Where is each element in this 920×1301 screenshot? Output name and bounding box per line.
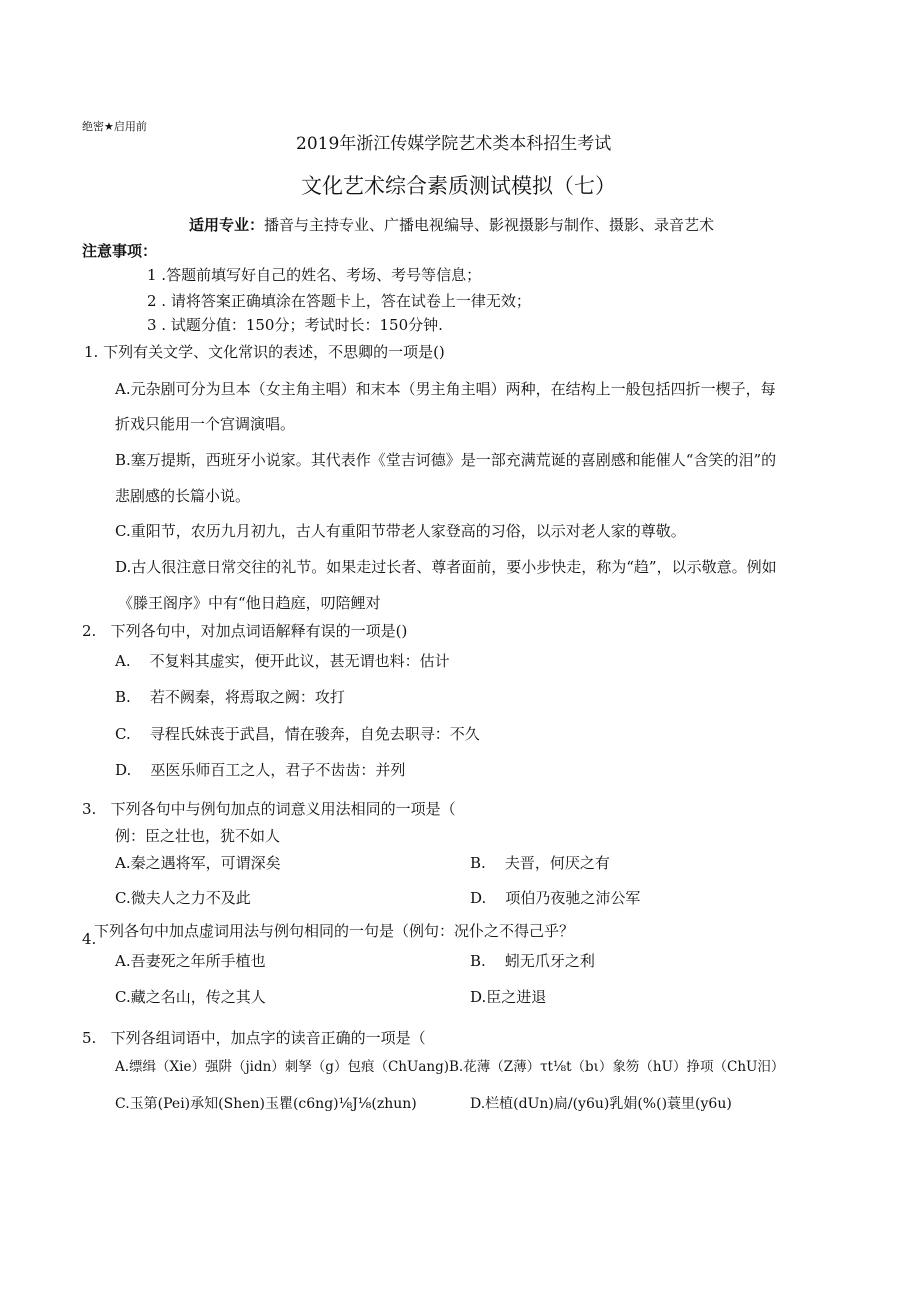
q3-option-b: B. 夫晋，何厌之有 — [470, 854, 610, 872]
exam-title: 2019年浙江传媒学院艺术类本科招生考试 — [296, 134, 612, 154]
q1-option-d-line1: D.古人很注意日常交往的礼节。如果走过长者、尊者面前，要小步快走，称为“趋”，以示敬意。例如 — [115, 558, 777, 576]
majors-label: 适用专业： — [189, 216, 265, 234]
q4-stem: 下列各句中加点虚词用法与例句相同的一句是（例句：况仆之不得己乎？ — [94, 922, 575, 940]
q3-stem: 3. 下列各句中与例句加点的词意义用法相同的一项是（ — [82, 800, 456, 818]
q5-options-a-b: A.缥缉（Xie）强阱（jidn）刺孥（g）包痕（ChUang)B.花薄（Z薄）τt⅛t（bι）象笏（hU）挣项（ChU汨） — [115, 1059, 785, 1075]
confidential-mark: 绝密★启用前 — [82, 120, 147, 133]
note-item-2: 2 . 请将答案正确填涂在答题卡上，答在试卷上一律无效； — [147, 292, 531, 310]
q2-option-b: B. 若不阙秦，将焉取之阙：攻打 — [115, 688, 345, 706]
q3-example: 例：臣之壮也，犹不如人 — [115, 827, 281, 845]
q5-option-c: C.玉第(Pei)承知(Shen)玉瞿(c6ng)⅛J⅛(zhun) — [115, 1096, 417, 1112]
q4-option-c: C.藏之名山，传之其人 — [115, 988, 266, 1006]
q2-option-a: A. 不复料其虚实，便开此议，甚无谓也料：估计 — [115, 652, 450, 670]
exam-subtitle: 文化艺术综合素质测试模拟（七） — [301, 174, 616, 198]
q1-option-b-line2: 悲剧感的长篇小说。 — [115, 487, 251, 505]
q2-option-d: D. 巫医乐师百工之人，君子不齿齿：并列 — [115, 761, 406, 779]
majors-value: 播音与主持专业、广播电视编导、影视摄影与制作、摄影、录音艺术 — [264, 216, 715, 234]
q5-option-d: D.栏植(dUn)扃/(y6u)乳娟(%()蓑里(y6u) — [470, 1096, 732, 1112]
q1-option-b-line1: B.塞万提斯，西班牙小说家。其代表作《堂吉诃德》是一部充满荒诞的喜剧感和能催人“含笑的泪”的 — [115, 451, 777, 469]
q4-option-b: B. 蚓无爪牙之利 — [470, 952, 595, 970]
q5-stem: 5. 下列各组词语中，加点字的读音正确的一项是（ — [82, 1029, 426, 1047]
q1-stem: 1. 下列有关文学、文化常识的表述，不思卿的一项是() — [84, 343, 445, 361]
q3-option-d: D. 项伯乃夜驰之沛公军 — [470, 889, 641, 907]
q2-stem: 2. 下列各句中，对加点词语解释有误的一项是() — [82, 622, 408, 640]
notes-heading: 注意事项： — [82, 242, 158, 260]
q2-option-c: C. 寻程氏妹丧于武昌，情在骏奔，自免去职寻：不久 — [115, 725, 480, 743]
q4-option-d: D.臣之进退 — [470, 988, 547, 1006]
q4-option-a: A.吾妻死之年所手植也 — [115, 952, 266, 970]
q3-option-c: C.微夫人之力不及此 — [115, 889, 251, 907]
q1-option-d-line2: 《滕王阁序》中有“他日趋庭，叨陪鲤对 — [118, 594, 381, 612]
note-item-1: 1 .答题前填写好自己的姓名、考场、考号等信息； — [147, 266, 482, 284]
q1-option-a-line1: A.元杂剧可分为旦本（女主角主唱）和末本（男主角主唱）两种，在结构上一般包括四折一楔子，每 — [115, 380, 776, 398]
applicable-majors — [189, 218, 714, 233]
q3-option-a: A.秦之遇将军，可谓深矣 — [115, 854, 281, 872]
q1-option-c: C.重阳节，农历九月初九，古人有重阳节带老人家登高的习俗，以示对老人家的尊敬。 — [115, 522, 686, 540]
note-item-3: 3 . 试题分值：150分；考试时长：150分钟. — [147, 316, 443, 334]
q1-option-a-line2: 折戏只能用一个宫调演唱。 — [115, 415, 296, 433]
q4-number: 4. — [82, 930, 97, 948]
